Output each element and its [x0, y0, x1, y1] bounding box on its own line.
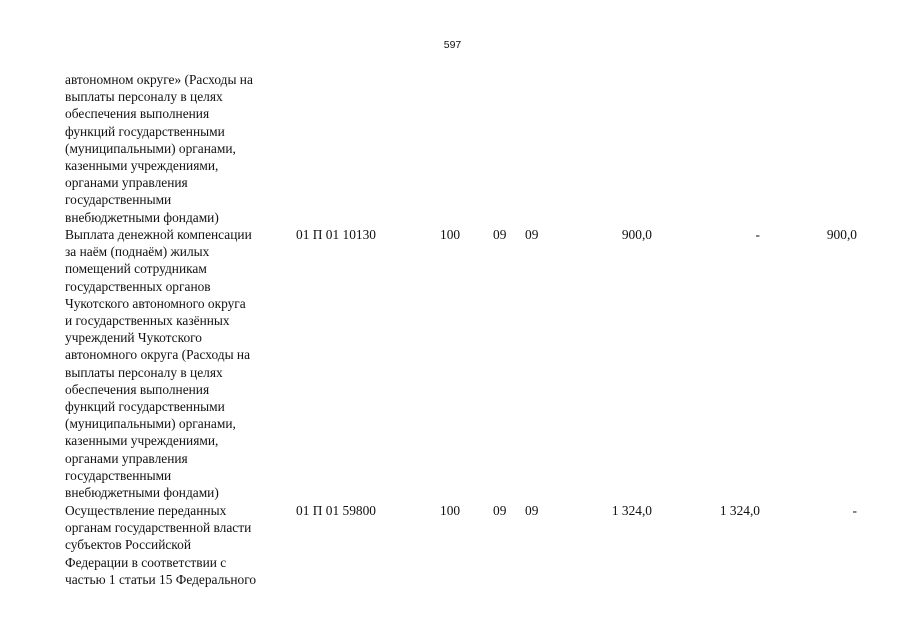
amount-total: 900,0 [621, 227, 652, 242]
amount-federal: - [755, 227, 760, 242]
amount-federal: 1 324,0 [719, 503, 760, 518]
table-row-description: Осуществление переданных органам государственной власти субъектов Российской Федерации в соответствии с частью 1 статьи 15 Федерального [65, 503, 257, 587]
expense-type-code: 100 [440, 227, 461, 242]
target-article-code: 01 П 01 10130 [296, 227, 376, 242]
expense-type-code: 100 [440, 503, 461, 518]
amount-regional: - [852, 503, 857, 518]
amount-regional: 900,0 [826, 227, 857, 242]
section-code: 09 [493, 227, 507, 242]
table-row-description: Выплата денежной компенсации за наём (поднаём) жилых помещений сотрудникам государственных органов Чукотского автономного округа и государственных казённых учреждений Чукотского автономного округа (Расходы на выплаты персоналу в целях обеспечения выполнения функций государственными (муниципальными) органами, казенными учреждениями, органами управления государственными внебюджетными фондами) [65, 227, 252, 501]
subsection-code: 09 [525, 227, 539, 242]
section-code: 09 [493, 503, 507, 518]
table-row-description: автономном округе» (Расходы на выплаты персоналу в целях обеспечения выполнения функций государственными (муниципальными) органами, казенными учреждениями, органами управления государственными внебюджетными фондами) [65, 72, 253, 225]
amount-total: 1 324,0 [611, 503, 652, 518]
page-number: 597 [443, 39, 462, 51]
target-article-code: 01 П 01 59800 [296, 503, 376, 518]
subsection-code: 09 [525, 503, 539, 518]
